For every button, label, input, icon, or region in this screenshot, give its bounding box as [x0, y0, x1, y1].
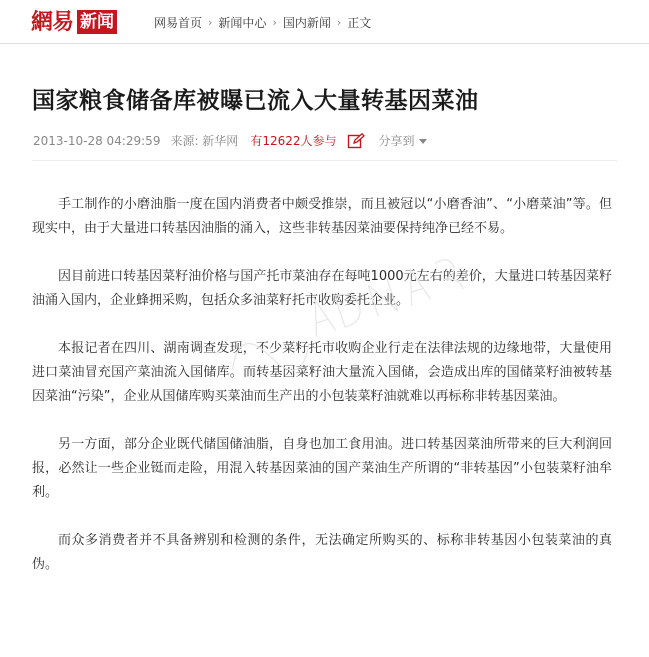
top-nav-bar	[0, 0, 649, 44]
logo-news-text: 新闻	[77, 10, 117, 34]
header-divider	[0, 43, 649, 44]
logo-netease-text: 網易	[31, 9, 74, 35]
article-meta	[33, 133, 427, 149]
breadcrumb-news-center[interactable]: 新闻中心	[218, 16, 267, 30]
article-source: 来源: 新华网	[170, 134, 239, 148]
article-timestamp: 2013-10-28 04:29:59	[33, 134, 161, 148]
breadcrumb-home[interactable]: 网易首页	[154, 16, 203, 30]
share-label: 分享到	[378, 134, 415, 148]
comment-edit-icon[interactable]	[347, 133, 365, 149]
netease-news-logo[interactable]	[31, 9, 117, 35]
breadcrumb	[154, 15, 371, 31]
article-paragraph: 因目前进口转基因菜籽油价格与国产托市菜油存在每吨1000元左右的差价，大量进口转基因菜籽油涌入国内，企业蜂拥采购，包括众多油菜籽托市收购委托企业。	[32, 269, 612, 308]
chevron-down-icon	[419, 139, 427, 144]
breadcrumb-separator-icon: ›	[208, 16, 213, 29]
breadcrumb-current: 正文	[347, 16, 372, 30]
breadcrumb-domestic-news[interactable]: 国内新闻	[282, 16, 331, 30]
breadcrumb-separator-icon: ›	[272, 16, 277, 29]
breadcrumb-separator-icon: ›	[336, 16, 342, 29]
article-paragraph: 手工制作的小磨油脂一度在国内消费者中颇受推崇，而且被冠以“小磨香油”、“小磨菜油”等。但现实中，由于大量进口转基因油脂的涌入，这些非转基因菜油要保持纯净已经不易。	[32, 197, 612, 236]
article-paragraph: 而众多消费者并不具备辨别和检测的条件，无法确定所购买的、标称非转基因小包装菜油的真伪。	[32, 533, 612, 572]
meta-divider	[32, 160, 617, 161]
article-title: 国家粮食储备库被曝已流入大量转基因菜油	[32, 87, 479, 114]
share-dropdown[interactable]	[379, 133, 427, 149]
article-paragraph: 另一方面，部分企业既代储国储油脂，自身也加工食用油。进口转基因菜油所带来的巨大利润回报，必然让一些企业铤而走险，用混入转基因菜油的国产菜油生产所谓的“非转基因”小包装菜籽油牟利。	[32, 437, 612, 500]
article-body	[32, 193, 612, 577]
comment-count-link[interactable]: 有12622人参与	[250, 134, 337, 148]
article-paragraph: 本报记者在四川、湖南调查发现，不少菜籽托市收购企业行走在法律法规的边缘地带，大量使用进口菜油冒充国产菜油流入国储库。而转基因菜籽油大量流入国储，会造成出库的国储菜籽油被转基因菜油“污染”，企业从国储库购买菜油而生产出的小包装菜籽油就难以再标称非转基因菜油。	[32, 341, 612, 404]
